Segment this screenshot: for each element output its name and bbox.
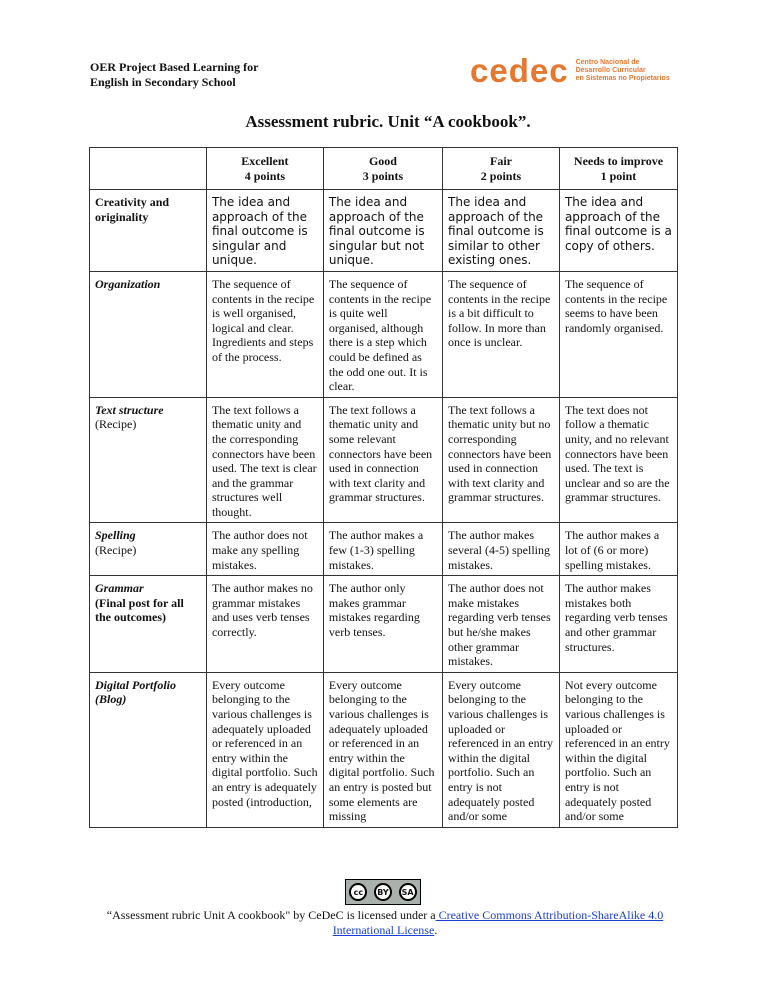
criterion-name: Organization bbox=[95, 276, 161, 291]
project-title-line2: English in Secondary School bbox=[90, 75, 236, 89]
cell-fair: The text follows a thematic unity but no corresponding connectors have been used in connection with text clarity and grammar structures. bbox=[443, 397, 560, 523]
criterion-name: Creativity and originality bbox=[95, 195, 170, 224]
project-title-line1: OER Project Based Learning for bbox=[90, 60, 259, 74]
criterion-subtitle: (Recipe) bbox=[95, 417, 137, 432]
cedec-logo-word: cedec bbox=[470, 52, 569, 89]
row-digital-portfolio bbox=[90, 672, 678, 827]
cedec-logo-subtitle bbox=[576, 59, 670, 83]
cell-good: The idea and approach of the final outcome is singular but not unique. bbox=[323, 190, 442, 272]
cell-excellent: The text follows a thematic unity and the corresponding connectors have been used. The text is clear and the grammar structures well thought. bbox=[206, 397, 323, 523]
cell-needs-improve: The sequence of contents in the recipe seems to have been randomly organised. bbox=[559, 271, 677, 397]
criterion-cell bbox=[90, 672, 207, 827]
criterion-subtitle: (Blog) bbox=[95, 692, 127, 707]
sa-icon: SA bbox=[399, 883, 417, 901]
header-fair bbox=[443, 148, 560, 190]
logo-sub-line3: en Sistemas no Propietarios bbox=[575, 75, 670, 82]
row-spelling bbox=[90, 523, 678, 576]
cell-good: Every outcome belonging to the various challenges is adequately uploaded or referenced in an entry within the digital portfolio. Such an entry is posted but some elements are missing bbox=[323, 672, 442, 827]
by-icon: BY bbox=[374, 883, 392, 901]
row-creativity bbox=[90, 190, 678, 272]
rubric-table bbox=[89, 147, 678, 828]
criterion-cell bbox=[90, 190, 207, 272]
license-statement bbox=[90, 908, 680, 938]
header-excellent bbox=[206, 148, 323, 190]
row-grammar bbox=[90, 576, 678, 673]
header-blank-cell bbox=[90, 148, 207, 190]
level-name: Needs to improve bbox=[573, 154, 664, 168]
level-points: 4 points bbox=[244, 168, 286, 183]
license-link[interactable]: Creative Commons Attribution-ShareAlike 4.0 International License bbox=[332, 908, 664, 937]
cell-excellent: Every outcome belonging to the various challenges is adequately uploaded or referenced in an entry within the digital portfolio. Such an entry is adequately posted (introduction, bbox=[206, 672, 323, 827]
criterion-name: Text structure bbox=[95, 402, 164, 417]
cc-icon: cc bbox=[349, 883, 367, 901]
cell-fair: The author does not make mistakes regarding verb tenses but he/she makes other grammar mistakes. bbox=[443, 576, 560, 673]
project-title bbox=[90, 60, 258, 90]
level-points: 2 points bbox=[480, 168, 522, 183]
cell-good: The author makes a few (1-3) spelling mistakes. bbox=[323, 523, 442, 576]
license-text: “Assessment rubric Unit A cookbook" by CeDeC is licensed under a bbox=[106, 908, 436, 922]
criterion-subtitle: (Recipe) bbox=[95, 543, 137, 558]
criterion-cell bbox=[90, 576, 207, 673]
cell-fair: Every outcome belonging to the various challenges is uploaded or referenced in an entry within the digital portfolio. Such an entry is not adequately posted and/or some bbox=[443, 672, 560, 827]
header-good bbox=[323, 148, 442, 190]
cell-good: The author only makes grammar mistakes regarding verb tenses. bbox=[323, 576, 442, 673]
cell-excellent: The sequence of contents in the recipe is well organised, logical and clear. Ingredients and steps of the process. bbox=[206, 271, 323, 397]
cell-excellent: The idea and approach of the final outcome is singular and unique. bbox=[206, 190, 323, 272]
level-name: Fair bbox=[489, 154, 512, 168]
row-organization bbox=[90, 271, 678, 397]
criterion-cell bbox=[90, 397, 207, 523]
criterion-name: Digital Portfolio bbox=[95, 677, 176, 692]
criterion-name: Spelling bbox=[95, 528, 136, 543]
rubric-header-row bbox=[90, 148, 678, 190]
cedec-logo bbox=[470, 54, 670, 88]
cell-needs-improve: The author makes mistakes both regarding verb tenses and other grammar structures. bbox=[559, 576, 677, 673]
cell-good: The text follows a thematic unity and some relevant connectors have been used in connection with text clarity and grammar structures. bbox=[323, 397, 442, 523]
cell-needs-improve: The text does not follow a thematic unity, and no relevant connectors have been used. The text is unclear and so are the grammar structures. bbox=[559, 397, 677, 523]
cell-good: The sequence of contents in the recipe is quite well organised, although there is a step which could be defined as the odd one out. It is clear. bbox=[323, 271, 442, 397]
row-text-structure bbox=[90, 397, 678, 523]
cell-fair: The idea and approach of the final outcome is similar to other existing ones. bbox=[443, 190, 560, 272]
logo-sub-line2: Desarrollo Curricular bbox=[575, 67, 646, 74]
criterion-cell bbox=[90, 271, 207, 397]
level-name: Good bbox=[368, 154, 397, 168]
cell-excellent: The author does not make any spelling mistakes. bbox=[206, 523, 323, 576]
cell-fair: The author makes several (4-5) spelling mistakes. bbox=[443, 523, 560, 576]
page-title: Assessment rubric. Unit “A cookbook”. bbox=[245, 112, 531, 131]
level-name: Excellent bbox=[241, 154, 289, 168]
criterion-subtitle: (Final post for all the outcomes) bbox=[95, 595, 184, 625]
level-points: 3 points bbox=[362, 168, 404, 183]
license-period: . bbox=[434, 923, 438, 937]
cell-needs-improve: The idea and approach of the final outcome is a copy of others. bbox=[559, 190, 677, 272]
cc-license-badge[interactable] bbox=[345, 879, 421, 905]
cell-needs-improve: Not every outcome belonging to the various challenges is uploaded or referenced in an entry within the digital portfolio. Such an entry is not adequately posted and/or some bbox=[559, 672, 677, 827]
header-needs-improve bbox=[559, 148, 677, 190]
logo-sub-line1: Centro Nacional de bbox=[575, 59, 640, 66]
cell-needs-improve: The author makes a lot of (6 or more) spelling mistakes. bbox=[559, 523, 677, 576]
cell-fair: The sequence of contents in the recipe is a bit difficult to follow. In more than once is unclear. bbox=[443, 271, 560, 397]
criterion-cell bbox=[90, 523, 207, 576]
cell-excellent: The author makes no grammar mistakes and uses verb tenses correctly. bbox=[206, 576, 323, 673]
criterion-name: Grammar bbox=[95, 581, 144, 596]
level-points: 1 point bbox=[600, 168, 637, 183]
